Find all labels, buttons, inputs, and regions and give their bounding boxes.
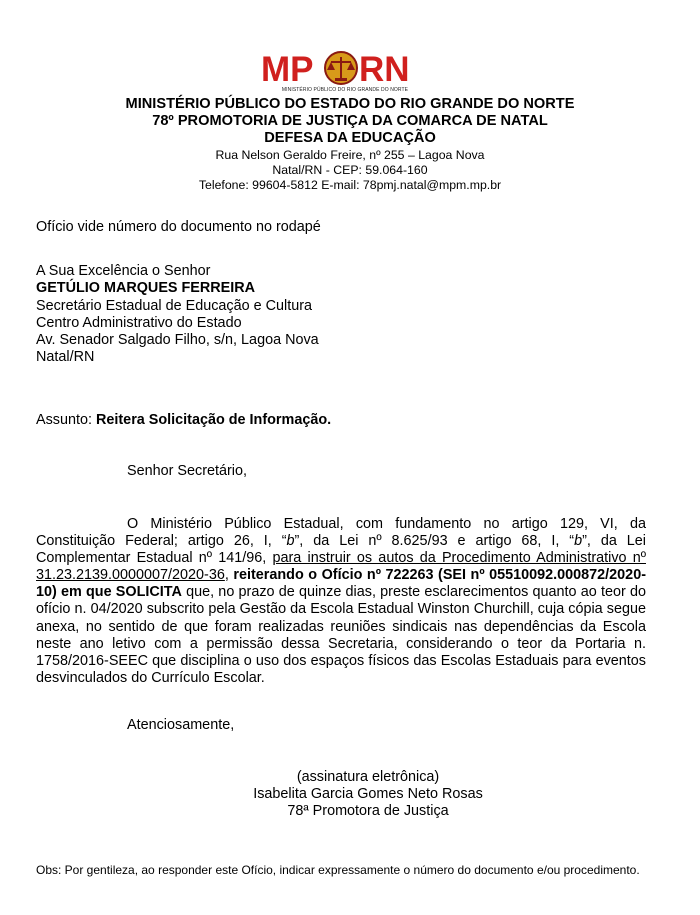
recipient-org: Centro Administrativo do Estado (36, 315, 242, 331)
closing: Atenciosamente, (127, 717, 235, 733)
recipient-name: GETÚLIO MARQUES FERREIRA (36, 280, 256, 296)
office-contact: Telefone: 99604-5812 E-mail: 78pmj.natal@mpm.mp.br (198, 178, 502, 192)
body-underlined: para instruir os autos da Procedimento Administrativo nº 31.23.2139.0000007/2020-36 (36, 550, 646, 584)
body-text: , (224, 567, 234, 584)
body-text: ”, da Lei nº 8.625/93 e artigo 68, I, “ (294, 533, 575, 550)
oficio-reference: Ofício vide número do documento no rodapé (36, 219, 321, 235)
signature-block (218, 769, 518, 820)
logo-tagline: MINISTÉRIO PÚBLICO DO RIO GRANDE DO NORTE (281, 87, 409, 93)
body-bold: reiterando o Ofício nº 722263 (SEI nº 05510092.000872/2020-10) em que SOLICITA (36, 567, 646, 601)
body-text: que, no prazo de quinze dias, preste esclarecimentos quanto ao teor do ofício n. 04/2020 subscrito pela Gestão da Escola Estadual Winston Churchill, cuja cópia segue anexa, no sentido de que foram realizadas reuniões sindicais nas dependências da Escola neste ano letivo com a permissão dessa Secretaria, considerando o teor da Portaria n. 1758/2016-SEEC que disciplina o uso dos espaços físicos das Escolas Estaduais para eventos desvinculados do Currículo Escolar. (36, 584, 646, 686)
signature-role: 78ª Promotora de Justiça (287, 803, 449, 819)
office-name: 78º PROMOTORIA DE JUSTIÇA DA COMARCA DE NATAL (152, 113, 548, 129)
area-name: DEFESA DA EDUCAÇÃO (264, 130, 436, 146)
subject-label: Assunto: (36, 412, 92, 428)
subject-text: Reitera Solicitação de Informação. (96, 412, 332, 428)
subject-line (36, 412, 331, 429)
svg-text:RN: RN (359, 50, 410, 89)
recipient-city: Natal/RN (36, 349, 95, 365)
body-text: ”, da Lei Complementar Estadual nº 141/96, (36, 533, 646, 567)
body-italic: b (286, 533, 295, 550)
recipient-title: Secretário Estadual de Educação e Cultura (36, 298, 312, 314)
recipient-street: Av. Senador Salgado Filho, s/n, Lagoa Nova (36, 332, 319, 348)
institution-name: MINISTÉRIO PÚBLICO DO ESTADO DO RIO GRANDE DO NORTE (125, 96, 575, 112)
obs-note: Obs: Por gentileza, ao responder este Ofício, indicar expressamente o número do documento e/ou procedimento. (36, 863, 640, 877)
body-text: O Ministério Público Estadual, com fundamento no artigo 129, VI, da Constituição Federal; artigo 26, I, “ (36, 516, 646, 550)
body-italic: b (574, 533, 583, 550)
office-address: Rua Nelson Geraldo Freire, nº 255 – Lagoa Nova (215, 148, 485, 162)
recipient-salutation: A Sua Excelência o Senhor (36, 263, 211, 279)
body-paragraph (36, 516, 646, 687)
office-city-cep: Natal/RN - CEP: 59.064-160 (272, 163, 428, 177)
signature-name: Isabelita Garcia Gomes Neto Rosas (253, 786, 483, 802)
signature-note: (assinatura eletrônica) (296, 769, 440, 785)
greeting: Senhor Secretário, (127, 463, 247, 479)
svg-text:MP: MP (261, 50, 314, 89)
